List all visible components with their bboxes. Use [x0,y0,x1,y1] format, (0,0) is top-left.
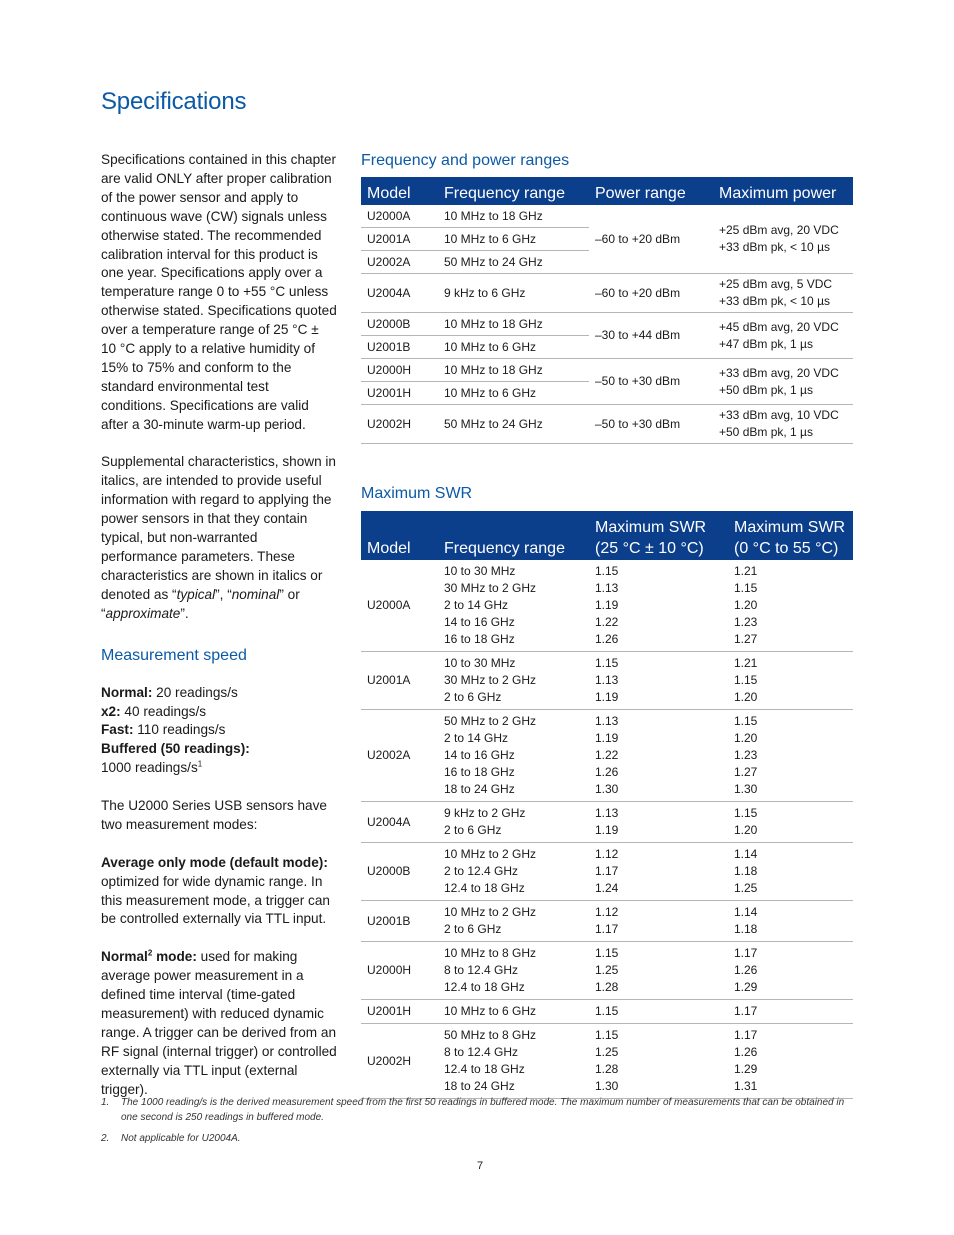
max-pk: +50 dBm pk, 1 µs [719,425,813,439]
freq-cell: 10 MHz to 18 GHz [438,205,589,228]
model-cell: U2001B [361,901,438,942]
average-mode-paragraph [101,854,337,930]
model-cell: U2002A [361,251,438,274]
freq-cell [438,802,589,843]
cell-line: 30 MHz to 2 GHz [444,673,537,687]
cell-line: 1.29 [734,1062,758,1076]
col-header-frequency: Frequency range [438,177,589,205]
fast-value: 110 readings/s [133,722,226,738]
cell-line: 1.15 [734,714,758,728]
cell-line: 8 to 12.4 GHz [444,963,519,977]
power-cell: –50 to +30 dBm [589,359,713,405]
cell-line: 12.4 to 18 GHz [444,1062,525,1076]
cell-line: 16 to 18 GHz [444,765,515,779]
cell-line: 1.18 [734,864,758,878]
normal-value: 20 readings/s [152,684,238,700]
x2-value: 40 readings/s [120,703,207,719]
table-row [361,942,853,1000]
swr-0-55-cell [728,843,853,901]
max-avg: +33 dBm avg, 10 VDC [719,408,839,422]
footnote-number: 1. [101,1097,110,1108]
cell-line: 18 to 24 GHz [444,1079,515,1093]
swr-0-55-cell [728,710,853,802]
header-line: Maximum SWR [734,519,846,536]
cell-line: 1.24 [595,881,619,895]
swr-25-cell [589,560,728,652]
freq-cell: 10 MHz to 6 GHz [438,336,589,359]
cell-line: 1.22 [595,615,619,629]
cell-line: 1.15 [734,806,758,820]
max-power-cell [713,405,853,444]
cell-line: 1.26 [595,632,619,646]
frequency-power-table [361,177,853,444]
cell-line: 12.4 to 18 GHz [444,980,525,994]
supp-approximate: approximate [105,605,181,621]
footnote-2 [101,1131,853,1146]
cell-line: 1.12 [595,847,619,861]
power-cell: –60 to +20 dBm [589,205,713,274]
cell-line: 1.19 [595,731,619,745]
cell-line: 1.23 [734,748,758,762]
table-row [361,1000,853,1024]
freq-cell: 10 MHz to 18 GHz [438,359,589,382]
cell-line: 10 to 30 MHz [444,564,516,578]
swr-0-55-cell [728,802,853,843]
cell-line: 1.12 [595,905,619,919]
buffered-label: Buffered (50 readings): [101,741,250,757]
measurement-speed-heading: Measurement speed [101,646,247,664]
freq-cell [438,1000,589,1024]
table-row [361,652,853,710]
swr-25-cell [589,1000,728,1024]
cell-line: 1.26 [734,1045,758,1059]
cell-line: 1.27 [734,765,758,779]
cell-line: 1.20 [734,823,758,837]
cell-line: 14 to 16 GHz [444,748,515,762]
cell-line: 12.4 to 18 GHz [444,881,525,895]
cell-line: 1.29 [734,980,758,994]
swr-25-cell [589,843,728,901]
cell-line: 10 MHz to 2 GHz [444,847,537,861]
cell-line: 1.28 [595,1062,619,1076]
cell-line: 14 to 16 GHz [444,615,515,629]
model-cell: U2000H [361,359,438,382]
table-row [361,802,853,843]
cell-line: 1.13 [595,673,619,687]
table-row [361,843,853,901]
cell-line: 30 MHz to 2 GHz [444,581,537,595]
freq-table-heading: Frequency and power ranges [361,152,570,169]
header-line: (25 °C ± 10 °C) [595,540,704,557]
swr-25-cell [589,802,728,843]
cell-line: 1.14 [734,847,758,861]
cell-line: 1.21 [734,656,758,670]
cell-line: 1.15 [595,1004,619,1018]
footnote-1 [101,1095,853,1125]
cell-line: 1.15 [734,581,758,595]
max-power-cell [713,205,853,274]
swr-table-body [361,560,853,1099]
swr-0-55-cell [728,901,853,942]
table-row [361,710,853,802]
cell-line: 1.30 [734,782,758,796]
swr-25-cell [589,1024,728,1099]
power-cell: –50 to +30 dBm [589,405,713,444]
model-cell: U2002H [361,1024,438,1099]
col-header-model: Model [361,511,438,560]
cell-line: 1.15 [595,656,619,670]
model-cell: U2004A [361,802,438,843]
cell-line: 1.23 [734,615,758,629]
cell-line: 10 MHz to 6 GHz [444,1004,537,1018]
swr-0-55-cell [728,1000,853,1024]
cell-line: 1.31 [734,1079,758,1093]
normal-mode-paragraph [101,948,337,1099]
cell-line: 1.20 [734,731,758,745]
cell-line: 1.17 [734,1004,758,1018]
cell-line: 18 to 24 GHz [444,782,515,796]
freq-cell [438,710,589,802]
cell-line: 9 kHz to 2 GHz [444,806,526,820]
max-power-cell [713,313,853,359]
swr-25-cell [589,710,728,802]
cell-line: 1.25 [595,1045,619,1059]
col-header-frequency: Frequency range [438,511,589,560]
max-avg: +45 dBm avg, 20 VDC [719,319,839,334]
header-line: (0 °C to 55 °C) [734,540,839,557]
cell-line: 1.26 [734,963,758,977]
max-avg: +25 dBm avg, 5 VDC [719,277,833,291]
max-pk: +33 dBm pk, < 10 µs [719,240,830,254]
footnote-text: The 1000 reading/s is the derived measurement speed from the first 50 readings in buffered mode. The maximum number of measurements that can be obtained in one second is 250 readings in buffered mode. [121,1097,845,1123]
footnote-number: 2. [101,1133,110,1144]
footnote-text: Not applicable for U2004A. [121,1133,241,1144]
footnote-ref: 1 [197,759,203,769]
max-power-cell [713,274,853,313]
cell-line: 1.28 [595,980,619,994]
cell-line: 1.30 [595,1079,619,1093]
model-cell: U2001B [361,336,438,359]
model-cell: U2000B [361,313,438,336]
table-row [361,560,853,652]
left-column [101,151,337,1118]
cell-line: 10 MHz to 8 GHz [444,946,537,960]
model-cell: U2004A [361,274,438,313]
cell-line: 1.15 [595,564,619,578]
power-cell: –30 to +44 dBm [589,313,713,359]
x2-label: x2: [101,703,121,719]
supp-text: Supplemental characteristics, shown in italics, are intended to provide useful information with regard to applying the power sensors in that they contain typical, but non-warranted performance parameters. These characteristics are shown in italics or denoted as “ [101,454,336,602]
freq-cell [438,942,589,1000]
model-cell: U2000A [361,205,438,228]
cell-line: 50 MHz to 8 GHz [444,1028,537,1042]
cell-line: 2 to 6 GHz [444,823,502,837]
cell-line: 1.18 [734,922,758,936]
footnote-ref: 2 [147,948,153,958]
cell-line: 1.15 [595,946,619,960]
cell-line: 1.17 [595,922,619,936]
power-cell: –60 to +20 dBm [589,274,713,313]
cell-line: 1.15 [595,1028,619,1042]
model-cell: U2000H [361,942,438,1000]
col-header-model: Model [361,177,438,205]
cell-line: 2 to 6 GHz [444,690,502,704]
cell-line: 50 MHz to 2 GHz [444,714,537,728]
cell-line: 1.13 [595,806,619,820]
cell-line: 1.19 [595,823,619,837]
model-cell: U2000A [361,560,438,652]
model-cell: U2002A [361,710,438,802]
header-line: Maximum SWR [595,519,707,536]
swr-0-55-cell [728,1024,853,1099]
freq-cell [438,560,589,652]
supp-typical: typical [176,586,216,602]
cell-line: 1.25 [734,881,758,895]
supp-sep: ”, “ [215,586,232,602]
cell-line: 1.22 [595,748,619,762]
max-pk: +47 dBm pk, 1 µs [719,336,813,351]
freq-cell [438,1024,589,1099]
cell-line: 1.15 [734,673,758,687]
col-header-swr-0-55 [728,511,853,560]
cell-line: 1.20 [734,690,758,704]
model-cell: U2000B [361,843,438,901]
col-header-power: Power range [589,177,713,205]
normal-mode-label: Normal [101,949,148,965]
swr-25-cell [589,901,728,942]
swr-0-55-cell [728,560,853,652]
max-avg: +33 dBm avg, 20 VDC [719,365,839,380]
cell-line: 2 to 14 GHz [444,731,509,745]
cell-line: 1.26 [595,765,619,779]
cell-line: 10 MHz to 2 GHz [444,905,537,919]
cell-line: 1.19 [595,690,619,704]
cell-line: 1.20 [734,598,758,612]
cell-line: 1.27 [734,632,758,646]
supplemental-paragraph [101,453,337,623]
model-cell: U2001H [361,382,438,405]
buffered-value: 1000 readings/s [101,760,198,776]
freq-cell: 50 MHz to 24 GHz [438,405,589,444]
cell-line: 1.21 [734,564,758,578]
max-power-cell [713,359,853,405]
swr-0-55-cell [728,942,853,1000]
cell-line: 16 to 18 GHz [444,632,515,646]
page-title: Specifications [101,88,247,116]
model-cell: U2001H [361,1000,438,1024]
supp-nominal: nominal [231,586,280,602]
max-avg: +25 dBm avg, 20 VDC [719,223,839,237]
max-pk: +33 dBm pk, < 10 µs [719,294,830,308]
model-cell: U2002H [361,405,438,444]
cell-line: 2 to 6 GHz [444,922,502,936]
cell-line: 2 to 12.4 GHz [444,864,519,878]
max-swr-table [361,511,853,1099]
supp-sep: ” or “ [101,586,300,621]
max-pk: +50 dBm pk, 1 µs [719,382,813,397]
model-cell: U2001A [361,652,438,710]
speed-list [101,684,337,779]
normal-mode-text: used for making average power measurement in a defined time interval (time-gated measurement) with reduced dynamic range. A trigger can be derived from an RF signal (internal trigger) or controlled externally via TTL input (external trigger). [101,949,337,1097]
cell-line: 1.17 [595,864,619,878]
cell-line: 1.19 [595,598,619,612]
normal-mode-label-end: mode: [152,949,197,965]
table-row [361,901,853,942]
intro-paragraph: Specifications contained in this chapter are valid ONLY after proper calibration of the power sensor and apply to continuous wave (CW) signals unless otherwise stated. The recommended calibration interval for this product is one year. Specifications apply over a temperature range 0 to +55 °C unless otherwise stated. Specifications quoted over a temperature range of 25 °C ± 10 °C apply to a relative humidity of 15% to 75% and conform to the standard environmental test conditions. Specifications are valid after a 30-minute warm-up period. [101,152,337,432]
swr-25-cell [589,942,728,1000]
col-header-max-power: Maximum power [713,177,853,205]
cell-line: 1.17 [734,946,758,960]
cell-line: 1.30 [595,782,619,796]
average-mode-text: optimized for wide dynamic range. In this measurement mode, a trigger can be controlled externally via TTL input. [101,873,330,927]
freq-cell [438,901,589,942]
cell-line: 8 to 12.4 GHz [444,1045,519,1059]
freq-cell: 10 MHz to 6 GHz [438,228,589,251]
cell-line: 1.25 [595,963,619,977]
col-header-swr-25 [589,511,728,560]
modes-intro: The U2000 Series USB sensors have two measurement modes: [101,798,327,832]
freq-cell: 10 MHz to 6 GHz [438,382,589,405]
freq-cell [438,843,589,901]
swr-table-heading: Maximum SWR [361,485,473,502]
freq-cell: 9 kHz to 6 GHz [438,274,589,313]
model-cell: U2001A [361,228,438,251]
cell-line: 2 to 14 GHz [444,598,509,612]
average-mode-label: Average only mode (default mode): [101,854,328,870]
freq-cell: 10 MHz to 18 GHz [438,313,589,336]
fast-label: Fast: [101,722,134,738]
cell-line: 1.13 [595,581,619,595]
cell-line: 1.17 [734,1028,758,1042]
freq-cell [438,652,589,710]
swr-0-55-cell [728,652,853,710]
swr-25-cell [589,652,728,710]
cell-line: 10 to 30 MHz [444,656,516,670]
table-row [361,1024,853,1099]
cell-line: 1.13 [595,714,619,728]
freq-cell: 50 MHz to 24 GHz [438,251,589,274]
page-number: 7 [476,1160,484,1172]
cell-line: 1.14 [734,905,758,919]
supp-end: ”. [180,605,189,621]
normal-label: Normal: [101,684,153,700]
